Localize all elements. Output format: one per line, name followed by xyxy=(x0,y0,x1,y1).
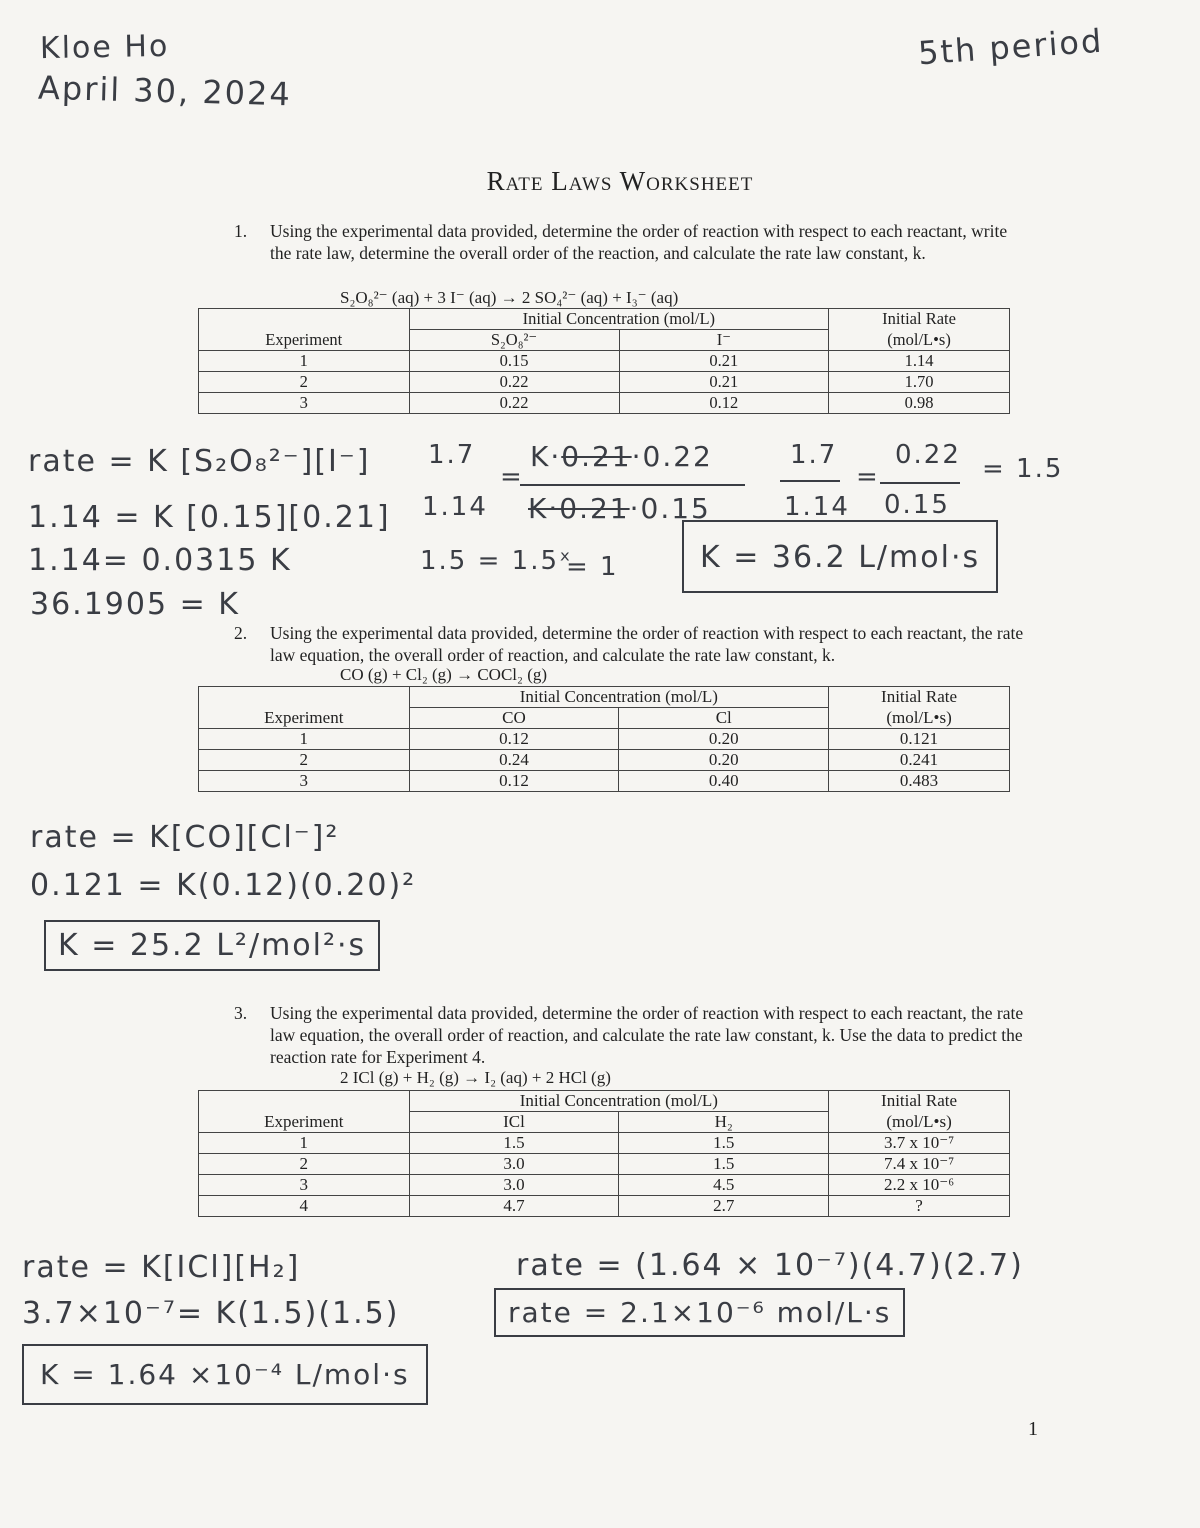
table-row xyxy=(199,372,1010,393)
cell-b: 1.5 xyxy=(619,1133,829,1154)
cell-exp: 3 xyxy=(199,771,410,792)
cell-rate: 0.121 xyxy=(829,729,1010,750)
question-text: Using the experimental data provided, determine the order of reaction with respect to each reactant, the rate law equation, the overall order of reaction, and calculate the rate law constant, k. Use the data to predict the reaction rate for Experiment 4. xyxy=(270,1003,1024,1067)
header-conc: Initial Concentration (mol/L) xyxy=(409,309,829,330)
header-col-b: Cl xyxy=(619,708,829,729)
q1-k-answer-box: K = 36.2 L/mol·s xyxy=(682,520,998,593)
cell-a: 0.12 xyxy=(409,729,619,750)
ratio-term: ·0.15 xyxy=(629,492,711,525)
cell-exp: 3 xyxy=(199,1175,410,1196)
q1-rate-law: rate = K [S₂O₈²⁻][I⁻] xyxy=(28,444,371,479)
q2-rate-law: rate = K[CO][Cl⁻]² xyxy=(30,820,340,855)
table-row xyxy=(199,393,1010,414)
q2-substitution: 0.121 = K(0.12)(0.20)² xyxy=(30,868,417,903)
table-row xyxy=(199,1154,1010,1175)
q3-rate-law: rate = K[ICl][H₂] xyxy=(22,1250,301,1285)
q1-simplify: 1.14= 0.0315 K xyxy=(28,543,292,578)
cell-a: 4.7 xyxy=(409,1196,619,1217)
cell-exp: 1 xyxy=(199,729,410,750)
q1-ratio-3-num: 1.7 xyxy=(790,440,838,470)
cell-rate: 2.2 x 10⁻⁶ xyxy=(829,1175,1010,1196)
q3-k-answer-box: K = 1.64 ×10⁻⁴ L/mol·s xyxy=(22,1344,428,1405)
cell-rate: ? xyxy=(829,1196,1010,1217)
header-col-a: ICl xyxy=(409,1112,619,1133)
cell-rate: 3.7 x 10⁻⁷ xyxy=(829,1133,1010,1154)
cell-a: 3.0 xyxy=(409,1175,619,1196)
cell-exp: 1 xyxy=(199,1133,410,1154)
class-period: 5th period xyxy=(916,21,1105,73)
q1-exponent: 1.5 = 1.5ˣ xyxy=(420,546,573,576)
cancelled-term: 0.21 xyxy=(561,440,632,473)
header-experiment: Experiment xyxy=(199,1112,410,1133)
ratio-term: K· xyxy=(530,440,562,473)
cell-b: 0.20 xyxy=(619,729,829,750)
header-conc: Initial Concentration (mol/L) xyxy=(409,687,829,708)
q1-equals-1: = xyxy=(500,462,524,492)
q1-ratio-1-num: 1.7 xyxy=(428,440,476,470)
table-row xyxy=(199,1175,1010,1196)
data-table-1 xyxy=(198,308,1010,414)
cancelled-term: K·0.21 xyxy=(528,492,630,525)
q2-k-answer-box: K = 25.2 L²/mol²·s xyxy=(44,920,380,971)
cell-rate: 1.14 xyxy=(829,351,1010,372)
cell-exp: 4 xyxy=(199,1196,410,1217)
q3-rate-prediction: rate = (1.64 × 10⁻⁷)(4.7)(2.7) xyxy=(516,1248,1024,1283)
table-row xyxy=(199,729,1010,750)
question-text: Using the experimental data provided, determine the order of reaction with respect to each reactant, write the rate law, determine the overall order of the reaction, and calculate the rate law constant, k. xyxy=(270,221,1008,263)
table-row xyxy=(199,1133,1010,1154)
question-number: 3. xyxy=(234,1003,248,1023)
header-col-a: S₂O₈²⁻ xyxy=(409,330,619,351)
q1-equals-2: = xyxy=(856,462,880,492)
cell-rate: 0.483 xyxy=(829,771,1010,792)
table-row xyxy=(199,1196,1010,1217)
header-col-a: CO xyxy=(409,708,619,729)
q1-ratio-2-line xyxy=(520,484,745,486)
cell-exp: 2 xyxy=(199,1154,410,1175)
cell-exp: 1 xyxy=(199,351,410,372)
q1-ratio-3-line xyxy=(780,480,840,482)
q1-ratio-4-num: 0.22 xyxy=(895,440,961,470)
cell-rate: 0.98 xyxy=(829,393,1010,414)
header-rate-units: (mol/L•s) xyxy=(829,1112,1010,1133)
question-3 xyxy=(234,1002,1040,1068)
data-table-2 xyxy=(198,686,1010,792)
header-rate: Initial Rate xyxy=(829,309,1010,330)
cell-exp: 2 xyxy=(199,372,410,393)
q3-substitution: 3.7×10⁻⁷= K(1.5)(1.5) xyxy=(22,1296,400,1331)
q1-substitution: 1.14 = K [0.15][0.21] xyxy=(28,500,391,535)
ratio-term: ·0.22 xyxy=(631,440,713,473)
q1-ratio-1-den: 1.14 xyxy=(422,492,488,522)
cell-b: 0.40 xyxy=(619,771,829,792)
cell-exp: 2 xyxy=(199,750,410,771)
cell-rate: 0.241 xyxy=(829,750,1010,771)
worksheet-date: April 30, 2024 xyxy=(37,68,293,114)
page-title: Rate Laws Worksheet xyxy=(486,166,754,196)
cell-b: 1.5 xyxy=(619,1154,829,1175)
question-number: 1. xyxy=(234,221,248,241)
cell-rate: 1.70 xyxy=(829,372,1010,393)
cell-a: 1.5 xyxy=(409,1133,619,1154)
header-conc: Initial Concentration (mol/L) xyxy=(409,1091,829,1112)
q3-rate-answer-box: rate = 2.1×10⁻⁶ mol/L·s xyxy=(494,1288,905,1337)
header-col-b: H₂ xyxy=(619,1112,829,1133)
cell-b: 0.12 xyxy=(619,393,829,414)
header-col-b: I⁻ xyxy=(619,330,829,351)
reaction-equation: CO (g) + Cl₂ (g) → COCl₂ (g) xyxy=(340,665,548,684)
cell-b: 2.7 xyxy=(619,1196,829,1217)
data-table-3 xyxy=(198,1090,1010,1217)
q1-ratio-3-den: 1.14 xyxy=(784,492,850,522)
table-row xyxy=(199,750,1010,771)
q1-order-result: = 1 xyxy=(566,552,619,582)
student-name: Kloe Ho xyxy=(39,28,170,67)
header-experiment: Experiment xyxy=(199,330,410,351)
question-number: 2. xyxy=(234,623,248,643)
table-row xyxy=(199,771,1010,792)
header-rate: Initial Rate xyxy=(829,1091,1010,1112)
reaction-equation: 2 ICl (g) + H₂ (g) → I₂ (aq) + 2 HCl (g) xyxy=(340,1068,611,1087)
q1-ratio-4-line xyxy=(880,482,960,484)
table-row xyxy=(199,351,1010,372)
cell-a: 0.12 xyxy=(409,771,619,792)
cell-b: 0.21 xyxy=(619,351,829,372)
header-experiment: Experiment xyxy=(199,708,410,729)
question-1 xyxy=(234,220,1030,264)
q1-ratio-4-den: 0.15 xyxy=(884,490,950,520)
header-rate-units: (mol/L•s) xyxy=(829,330,1010,351)
cell-a: 0.22 xyxy=(409,372,619,393)
cell-a: 0.24 xyxy=(409,750,619,771)
cell-b: 0.21 xyxy=(619,372,829,393)
question-text: Using the experimental data provided, determine the order of reaction with respect to each reactant, the rate law equation, the overall order of reaction, and calculate the rate law constant, k. xyxy=(270,623,1024,665)
cell-b: 4.5 xyxy=(619,1175,829,1196)
q1-k-value: 36.1905 = K xyxy=(30,587,240,622)
cell-b: 0.20 xyxy=(619,750,829,771)
cell-exp: 3 xyxy=(199,393,410,414)
cell-a: 0.15 xyxy=(409,351,619,372)
header-rate-units: (mol/L•s) xyxy=(829,708,1010,729)
q1-ratio-result: = 1.5 xyxy=(982,454,1064,484)
header-rate: Initial Rate xyxy=(829,687,1010,708)
cell-rate: 7.4 x 10⁻⁷ xyxy=(829,1154,1010,1175)
question-2 xyxy=(234,622,1040,666)
page-number: 1 xyxy=(1028,1418,1038,1440)
cell-a: 3.0 xyxy=(409,1154,619,1175)
reaction-equation: S₂O₈²⁻ (aq) + 3 I⁻ (aq) → 2 SO₄²⁻ (aq) + I₃⁻ (aq) xyxy=(340,288,679,307)
cell-a: 0.22 xyxy=(409,393,619,414)
q1-ratio-2-num xyxy=(530,440,713,473)
